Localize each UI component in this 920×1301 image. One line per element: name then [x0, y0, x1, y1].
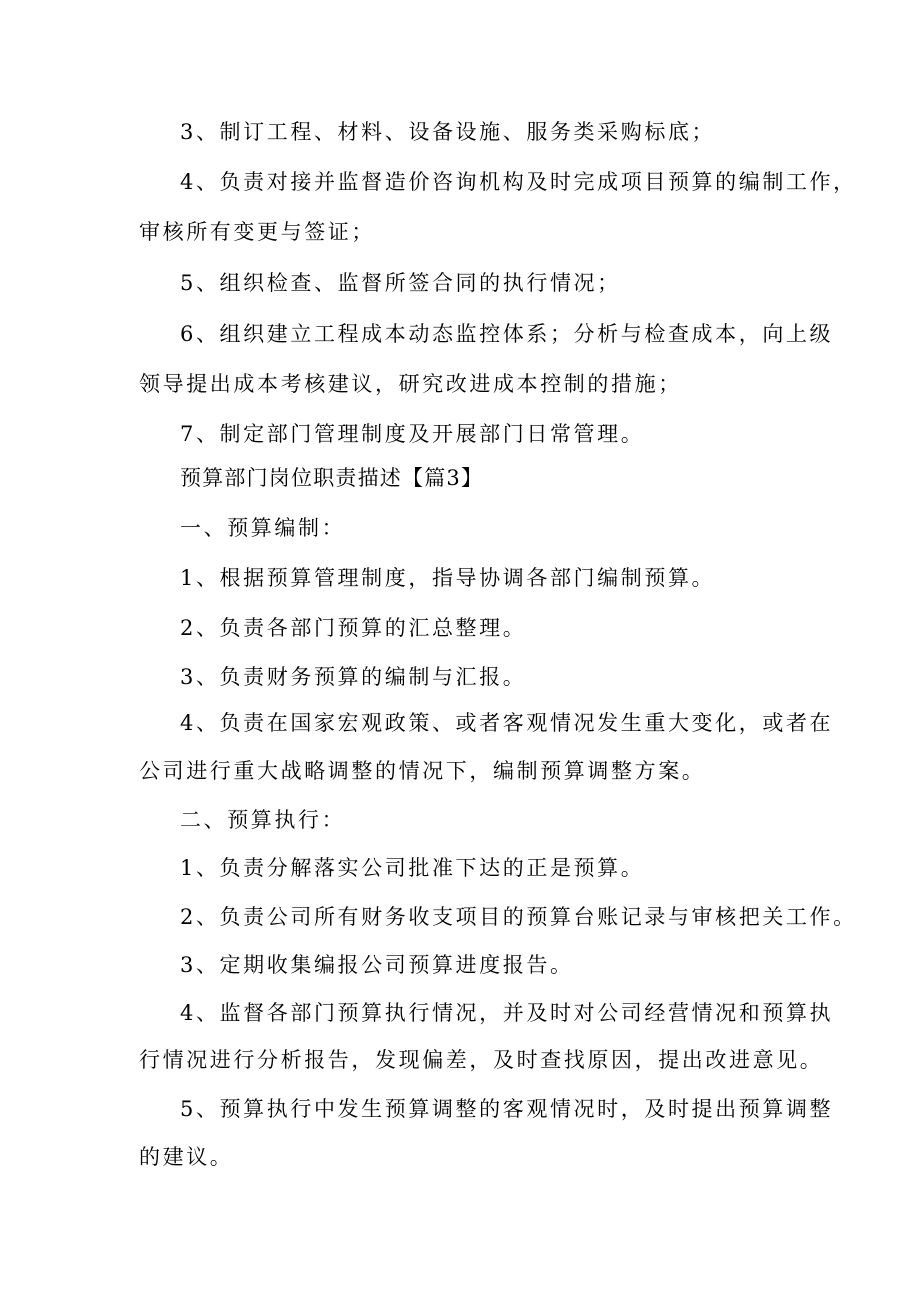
text-line-exec-item4: 4、监督各部门预算执行情况，并及时对公司经营情况和预算执 — [180, 1001, 834, 1025]
text-line-prep-item2: 2、负责各部门预算的汇总整理。 — [180, 616, 527, 640]
text-line-item6-continuation: 领导提出成本考核建议，研究改进成本控制的措施； — [139, 372, 682, 396]
text-line-exec-item1: 1、负责分解落实公司批准下达的正是预算。 — [180, 856, 645, 880]
text-line-item3-procurement: 3、制订工程、材料、设备设施、服务类采购标底； — [180, 120, 716, 144]
text-line-exec-item3: 3、定期收集编报公司预算进度报告。 — [180, 953, 574, 977]
text-line-item5-contracts: 5、组织检查、监督所签合同的执行情况； — [180, 271, 621, 295]
section-heading-part3: 预算部门岗位职责描述【篇3】 — [180, 466, 484, 490]
text-line-item7-management: 7、制定部门管理制度及开展部门日常管理。 — [180, 422, 645, 446]
text-line-exec-item5: 5、预算执行中发生预算调整的客观情况时，及时提出预算调整 — [180, 1097, 834, 1121]
text-line-exec-item4-continuation: 行情况进行分析报告，发现偏差，及时查找原因，提出改进意见。 — [139, 1048, 824, 1072]
text-line-item4-consulting: 4、负责对接并监督造价咨询机构及时完成项目预算的编制工作， — [180, 170, 857, 194]
subheading-budget-execution: 二、预算执行： — [180, 808, 346, 832]
text-line-item6-cost-monitoring: 6、组织建立工程成本动态监控体系；分析与检查成本，向上级 — [180, 322, 834, 346]
text-line-prep-item4-continuation: 公司进行重大战略调整的情况下，编制预算调整方案。 — [139, 759, 706, 783]
text-line-exec-item2: 2、负责公司所有财务收支项目的预算台账记录与审核把关工作。 — [180, 905, 857, 929]
text-line-exec-item5-continuation: 的建议。 — [139, 1145, 234, 1169]
text-line-item4-continuation: 审核所有变更与签证； — [139, 220, 375, 244]
text-line-prep-item3: 3、负责财务预算的编制与汇报。 — [180, 665, 527, 689]
subheading-budget-preparation: 一、预算编制： — [180, 516, 346, 540]
text-line-prep-item1: 1、根据预算管理制度，指导协调各部门编制预算。 — [180, 566, 716, 590]
text-line-prep-item4: 4、负责在国家宏观政策、或者客观情况发生重大变化，或者在 — [180, 711, 834, 735]
